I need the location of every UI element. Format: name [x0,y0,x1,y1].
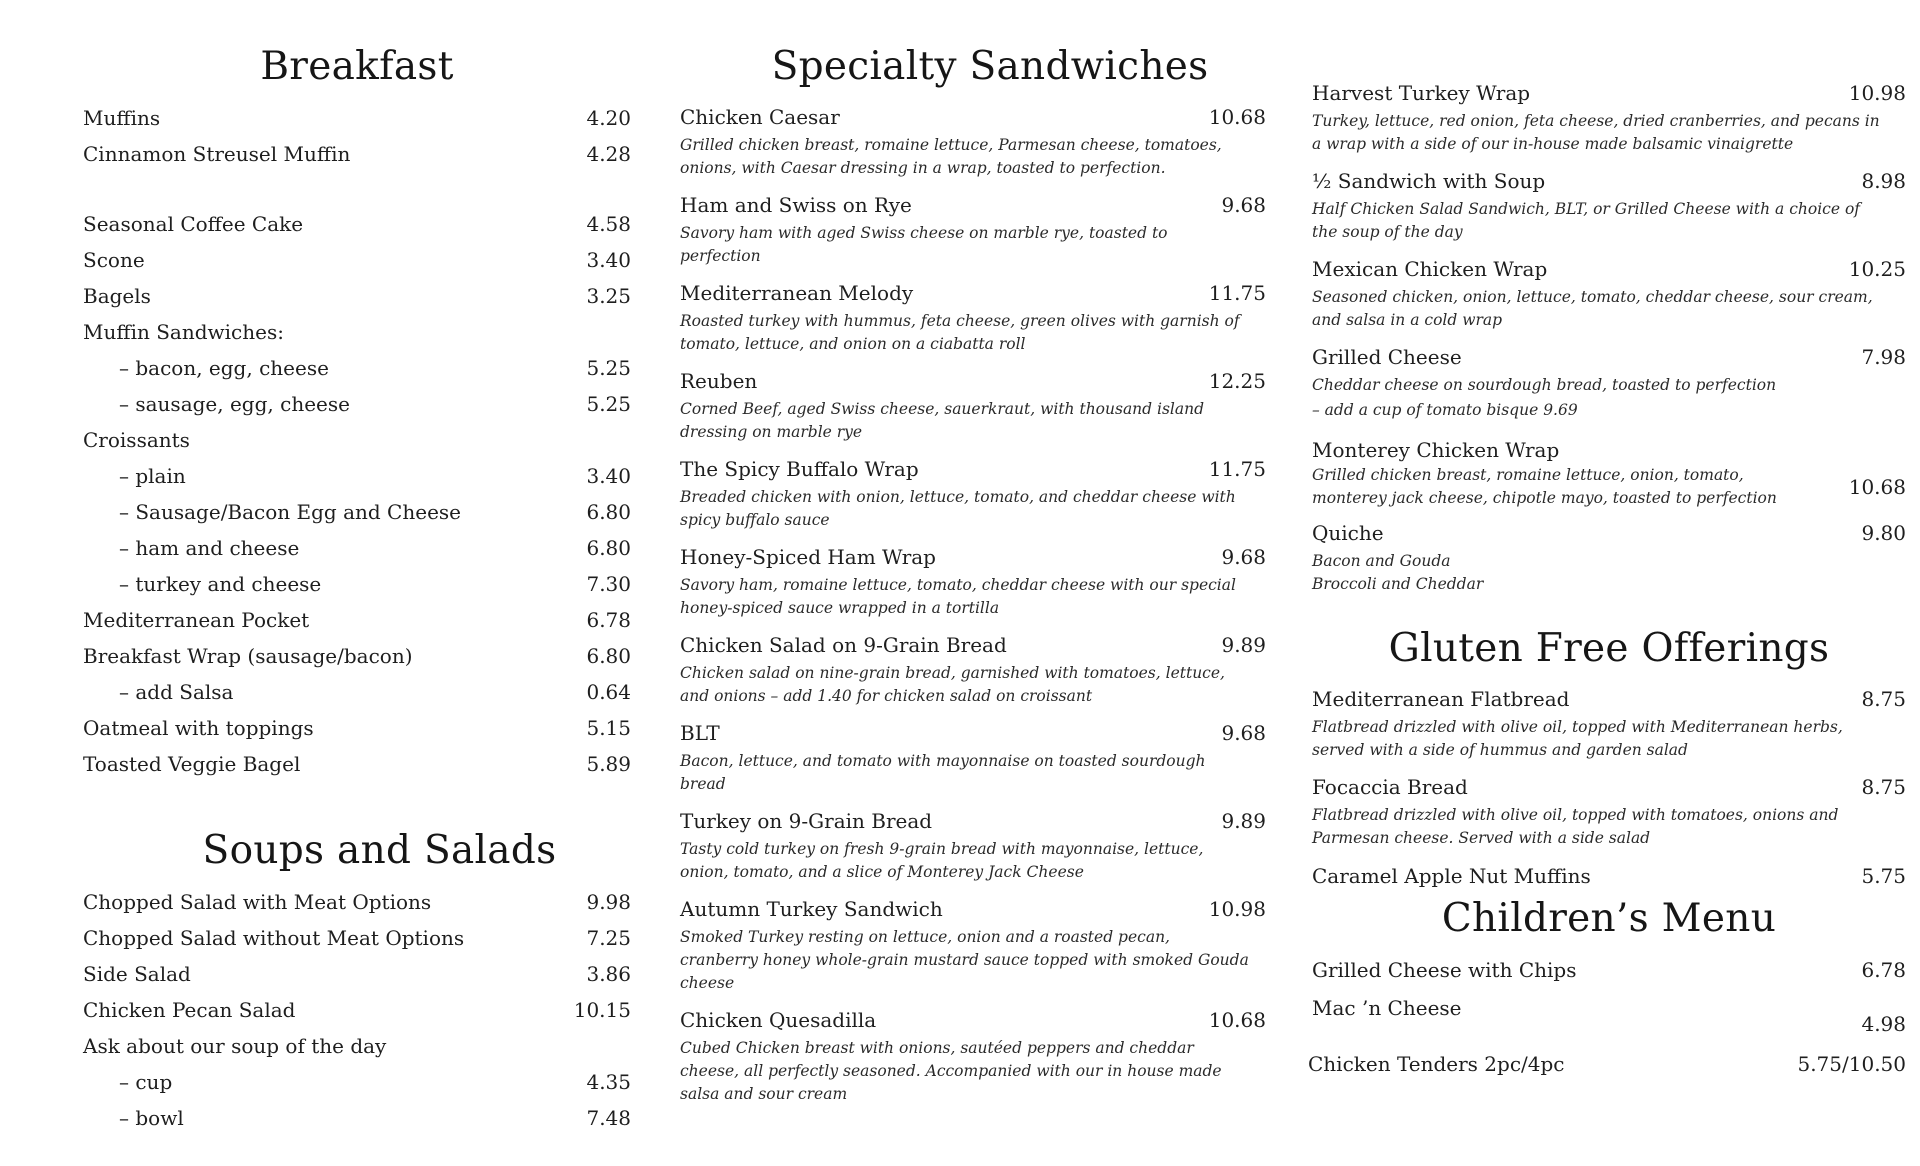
menu-item [1312,164,1906,244]
menu-item [680,188,1270,268]
item-price: 9.80 [1861,521,1906,545]
menu-item [1312,948,1906,992]
item-price: 5.89 [586,752,631,776]
menu-item [1312,76,1906,156]
sandwich-list [680,100,1270,1106]
menu-item [83,386,631,422]
item-name: Focaccia Bread [1312,775,1468,799]
item-description: Savory ham with aged Swiss cheese on marble rye, toasted to perfection [680,224,1168,265]
item-name: Honey-Spiced Ham Wrap [680,545,936,569]
item-description: Smoked Turkey resting on lettuce, onion and a roasted pecan, cranberry honey whole-grain mustard sauce topped with smoked Gouda cheese [680,928,1249,992]
item-price: 7.25 [586,926,631,950]
item-header [680,100,1270,134]
item-name: Mediterranean Flatbread [1312,687,1570,711]
item-price: 7.98 [1861,345,1906,369]
menu-item [1312,436,1906,510]
item-name: – ham and cheese [119,536,300,560]
menu-item [83,278,631,314]
menu-item [1312,858,1906,894]
item-name: BLT [680,721,720,745]
item-name: Mediterranean Pocket [83,608,310,632]
menu-item [1312,682,1906,762]
item-name: Mac ’n Cheese [1312,996,1462,1020]
item-price: 10.15 [573,998,631,1022]
item-description: Savory ham, romaine lettuce, tomato, cheddar cheese with our special honey-spiced sauce wrapped in a tortilla [680,576,1236,617]
childrens-menu-title: Children’s Menu [1441,896,1777,941]
item-header [680,540,1270,574]
menu-item [83,206,631,242]
item-name: Mexican Chicken Wrap [1312,257,1548,281]
item-price: 8.75 [1861,775,1906,799]
item-price: 11.75 [1208,281,1266,305]
item-description: Bacon and Gouda [1312,552,1451,570]
item-name: Chicken Caesar [680,105,840,129]
item-price: 3.86 [586,962,631,986]
item-name: Monterey Chicken Wrap [1312,438,1560,462]
item-addon: – add a cup of tomato bisque 9.69 [1312,401,1578,419]
item-name: Turkey on 9-Grain Bread [680,809,933,833]
item-description: Grilled chicken breast, romaine lettuce, Parmesan cheese, tomatoes, onions, with Caesar dressing in a wrap, toasted to perfection. [680,136,1222,177]
item-price: 6.78 [1861,958,1906,982]
menu-item [1308,1046,1906,1082]
item-price: 4.35 [586,1070,631,1094]
item-header [680,804,1270,838]
menu-item [83,1064,631,1100]
item-price: 10.98 [1208,897,1266,921]
menu-item [83,638,631,674]
item-price: 10.68 [1208,105,1266,129]
item-header [680,276,1270,310]
item-header [680,188,1270,222]
breakfast-title: Breakfast [260,44,454,89]
item-price: 10.68 [1848,475,1906,499]
item-name: Cinnamon Streusel Muffin [83,142,351,166]
soups-list [83,884,631,1136]
item-price: 6.80 [586,536,631,560]
item-name: Grilled Cheese [1312,345,1462,369]
item-description: Turkey, lettuce, red onion, feta cheese, dried cranberries, and pecans in a wrap with a side of our in-house made balsamic vinaigrette [1312,112,1880,153]
menu-item [83,920,631,956]
item-price: 9.68 [1221,193,1266,217]
menu-item [680,276,1270,356]
item-name: Oatmeal with toppings [83,716,314,740]
menu-item [83,746,631,782]
item-name: Caramel Apple Nut Muffins [1312,864,1591,888]
item-price: 4.98 [1861,1012,1906,1036]
menu-item [83,956,631,992]
item-price: 5.25 [586,356,631,380]
item-description: Cubed Chicken breast with onions, sautéed peppers and cheddar cheese, all perfectly seasoned. Accompanied with our in house made salsa and sour cream [680,1039,1222,1103]
item-header [680,452,1270,486]
item-name: Scone [83,248,145,272]
item-name: Croissants [83,428,190,452]
menu-item [1312,992,1906,1046]
menu-item [83,1028,631,1064]
item-name: – cup [119,1070,173,1094]
item-name: – bowl [119,1106,184,1130]
menu-item [680,804,1270,884]
menu-item [83,350,631,386]
item-header [680,1003,1270,1037]
item-description: Flatbread drizzled with olive oil, topped with tomatoes, onions and Parmesan cheese. Served with a side salad [1312,806,1839,847]
menu-item [83,530,631,566]
item-name: Chopped Salad with Meat Options [83,890,432,914]
item-name: – bacon, egg, cheese [119,356,329,380]
item-name: – plain [119,464,186,488]
gluten-free-title: Gluten Free Offerings [1388,626,1830,671]
menu-item [83,242,631,278]
item-description: Half Chicken Salad Sandwich, BLT, or Grilled Cheese with a choice of the soup of the day [1312,200,1861,241]
item-price: 12.25 [1208,369,1266,393]
menu-item [83,602,631,638]
item-price: 4.58 [586,212,631,236]
menu-item [83,674,631,710]
item-description: Breaded chicken with onion, lettuce, tomato, and cheddar cheese with spicy buffalo sauce [680,488,1236,529]
item-name: Chicken Tenders 2pc/4pc [1308,1052,1565,1076]
menu-item [83,884,631,920]
item-header [680,364,1270,398]
menu-item [83,136,631,172]
item-name: Toasted Veggie Bagel [83,752,301,776]
item-price: 4.28 [586,142,631,166]
item-name: ½ Sandwich with Soup [1312,169,1546,193]
item-price: 5.75 [1861,864,1906,888]
item-name: Ham and Swiss on Rye [680,193,912,217]
menu-item [83,1100,631,1136]
menu-item [1312,516,1906,596]
menu-item [680,1003,1270,1106]
menu-item [680,628,1270,708]
menu-item [680,364,1270,444]
item-price: 6.78 [586,608,631,632]
item-description: Bacon, lettuce, and tomato with mayonnaise on toasted sourdough bread [680,752,1206,793]
item-header [680,892,1270,926]
item-name: Breakfast Wrap (sausage/bacon) [83,644,413,668]
item-name: – sausage, egg, cheese [119,392,350,416]
menu-item [680,892,1270,995]
item-description: Corned Beef, aged Swiss cheese, sauerkraut, with thousand island dressing on marble rye [680,400,1205,441]
item-price: 11.75 [1208,457,1266,481]
item-price: 5.75/10.50 [1797,1052,1906,1076]
item-name: Chicken Pecan Salad [83,998,296,1022]
item-name: Muffins [83,106,161,130]
item-price: 9.68 [1221,545,1266,569]
item-description: Seasoned chicken, onion, lettuce, tomato, cheddar cheese, sour cream, and salsa in a cold wrap [1312,288,1873,329]
item-price: 5.25 [586,392,631,416]
breakfast-list [83,100,631,782]
item-name: Mediterranean Melody [680,281,914,305]
item-description: Tasty cold turkey on fresh 9-grain bread with mayonnaise, lettuce, onion, tomato, and a slice of Monterey Jack Cheese [680,840,1204,881]
menu-item [83,494,631,530]
item-name: Grilled Cheese with Chips [1312,958,1577,982]
menu-item [83,710,631,746]
item-price: 7.48 [586,1106,631,1130]
item-name: Chicken Salad on 9-Grain Bread [680,633,1007,657]
item-name: Ask about our soup of the day [83,1034,387,1058]
menu-item [680,540,1270,620]
item-name: – Sausage/Bacon Egg and Cheese [119,500,462,524]
item-name: Autumn Turkey Sandwich [680,897,943,921]
item-header [680,716,1270,750]
menu-item [83,458,631,494]
menu-item [1312,770,1906,850]
item-name: Seasonal Coffee Cake [83,212,304,236]
item-description: Cheddar cheese on sourdough bread, toasted to perfection [1312,376,1777,394]
item-name: Side Salad [83,962,191,986]
menu-item [83,992,631,1028]
item-name: – turkey and cheese [119,572,322,596]
item-name: Bagels [83,284,151,308]
item-description: Broccoli and Cheddar [1312,575,1484,593]
menu-item [83,566,631,602]
item-name: The Spicy Buffalo Wrap [680,457,919,481]
item-description: Roasted turkey with hummus, feta cheese, green olives with garnish of tomato, lettuce, and onion on a ciabatta roll [680,312,1240,353]
menu-item [83,100,631,136]
menu-item [680,716,1270,796]
column-middle [680,40,1270,1114]
item-price: 9.98 [586,890,631,914]
item-price: 8.75 [1861,687,1906,711]
item-price: 6.80 [586,644,631,668]
item-price: 9.89 [1221,633,1266,657]
item-price: 6.80 [586,500,631,524]
menu-item [83,422,631,458]
menu-item [680,452,1270,532]
item-description: Flatbread drizzled with olive oil, topped with Mediterranean herbs, served with a side of hummus and garden salad [1312,718,1843,759]
sandwiches-title: Specialty Sandwiches [771,44,1209,89]
item-name: Muffin Sandwiches: [83,320,284,344]
item-description: Grilled chicken breast, romaine lettuce, onion, tomato, monterey jack cheese, chipotle mayo, toasted to perfection [1312,466,1777,507]
menu-item [1312,252,1906,332]
item-price: 10.25 [1848,257,1906,281]
column-left [83,40,631,1136]
item-price: 9.68 [1221,721,1266,745]
item-name: Harvest Turkey Wrap [1312,81,1531,105]
item-price: 3.25 [586,284,631,308]
menu-item [680,100,1270,180]
item-name: Chicken Quesadilla [680,1008,877,1032]
item-price: 10.98 [1848,81,1906,105]
menu-item [83,314,631,350]
item-name: Quiche [1312,521,1384,545]
item-description: Chicken salad on nine-grain bread, garnished with tomatoes, lettuce, and onions – add 1.40 for chicken salad on croissant [680,664,1225,705]
item-header [680,628,1270,662]
column-right [1308,76,1906,1082]
item-price: 3.40 [586,248,631,272]
item-price: 4.20 [586,106,631,130]
item-price: 3.40 [586,464,631,488]
menu-item [1312,340,1906,422]
item-price: 7.30 [586,572,631,596]
item-name: – add Salsa [119,680,234,704]
soups-title: Soups and Salads [202,828,557,873]
item-name: Reuben [680,369,758,393]
item-price: 0.64 [586,680,631,704]
item-price: 9.89 [1221,809,1266,833]
item-name: Chopped Salad without Meat Options [83,926,465,950]
item-price: 10.68 [1208,1008,1266,1032]
item-price: 8.98 [1861,169,1906,193]
item-price: 5.15 [586,716,631,740]
